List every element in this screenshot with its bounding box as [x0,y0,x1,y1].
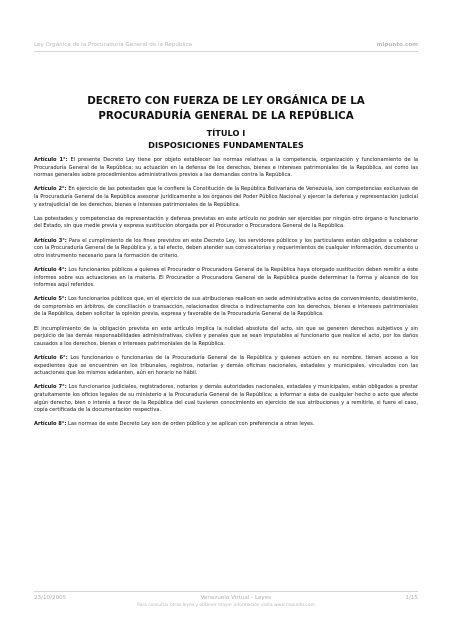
footer-page-number: 1/15 [405,595,418,601]
paragraph-art-5 [34,296,418,319]
paragraph-art-1 [34,157,418,180]
paragraph-art-2-continued [34,216,418,231]
footer-note: Para consultar otras leyes y obtener mayor información visita www.mipunto.com [137,603,315,608]
article-text: Los funcionarios públicos que, en el ejercicio de sus atribuciones realicen en sede administrativa actos de convenimiento, desistimiento, de compromiso en árbitros, de conciliación o transacción, relacionados directa o indirectamente con los derechos, bienes e intereses patrimoniales de la República, deben solicitar la opinión previa, expresa y favorable de la Procuraduría General de la República. [34,296,418,318]
article-label: Artículo 2°: [34,186,67,193]
paragraph-art-5-continued [34,326,418,349]
paragraph-art-3 [34,238,418,261]
paragraph-art-2 [34,186,418,209]
article-text: Las potestades y competencias de representación y defensa previstas en este artículo no podrán ser ejercidas por ningún otro órgano o funcionario del Estado, sin que medie previa y expresa sustitución otorgada por el Procurador o Procuradora General de la República. [34,215,418,230]
section-number: TÍTULO I [206,128,246,138]
article-label: Artículo 1°: [34,157,68,163]
paragraph-art-7 [34,384,418,414]
article-label: Artículo 3°: [34,237,67,244]
document-body [34,157,418,436]
article-text: Los funcionarios o funcionarias de la Procuraduría General de la República y quienes actúen en su nombre, tienen acceso a los expedientes que se encuentren en los tribunales, registros, notarías y demás oficinas nacionales, estadales y municipales, vinculados con las actuaciones que los mismos adelanten, aún en horario no hábil. [34,355,418,377]
article-text: Las normas de este Decreto Ley son de orden público y se aplican con preferencia a otras leyes. [66,421,315,428]
article-label: Artículo 4°: [34,266,67,273]
article-label: Artículo 7°: [34,384,67,391]
article-text: El incumplimiento de la obligación prevista en este artículo implica la nulidad absoluta del acto, sin que se generen derechos subjetivos y sin perjuicio de las demás responsabilidades administrativas, civiles y penales que se sean imputables al funcionario que realice el acto, por los daños causados a los derechos, bienes o intereses patrimoniales de la República. [34,325,418,347]
article-text: El presente Decreto Ley tiene por objeto establecer las normas relativas a la competencia, organización y funcionamiento de la Procuraduría General de la República; su actuación en la defensa de los derechos, bienes e intereses patrimoniales de la República, así como las normas generales sobre procedimientos administrativos previos a las demandas contra la República. [34,157,418,179]
running-header [34,42,418,52]
running-footer [34,591,418,601]
footer-source: Venezuela Virtual - Leyes [200,595,272,601]
header-site-link[interactable]: mipunto.com [376,42,418,48]
section-title: DISPOSICIONES FUNDAMENTALES [148,139,304,150]
article-label: Artículo 8°: [34,421,67,428]
footer-date: 23/10/2005 [34,595,67,601]
paragraph-art-8 [34,421,418,429]
article-text: Para el cumplimiento de los fines previstos en este Decreto Ley, los servidores públicos y los particulares están obligados a colaborar con la Procuraduría General de la República y, a tal efecto, deben atender sus convocatorias y requerimientos de cualquier información, documento u otro instrumento necesario para la formación de criterio. [34,237,418,259]
header-law-title: Ley Orgánica de la Procuraduría General de la República [34,42,193,48]
paragraph-art-6 [34,355,418,378]
paragraph-art-4 [34,267,418,290]
article-label: Artículo 5°: [34,296,67,303]
article-text: Los funcionarios judiciales, registradores, notarios y demás autoridades nacionales, estadales y municipales, están obligados a prestar gratuitamente los oficios legales de su ministerio a la Procuraduría General de la República; a informar a ésta de cualquier hecho o acto que afecte algún derecho, bien o interés a favor de la República del cual tuvieren conocimiento en ejercicio de sus atribuciones y a remitirle, si fuere el caso, copia certificada de la documentación respectiva. [34,384,418,414]
article-text: Los funcionarios públicos a quienes el Procurador o Procuradora General de la República haya otorgado sustitución deben remitir a éste informes sobre sus actuaciones en la materia. El Procurador o Procuradora General de la República puede determinar la forma y alcance de los informes aquí referidos. [34,266,419,289]
article-text: En ejercicio de las potestades que le confiere la Constitución de la República Bolivariana de Venezuela, son competencias exclusivas de la Procuraduría General de la República asesorar jurídicamente a los órganos del Poder Público Nacional y ejercer la defensa y representación judicial y extrajudicial de los derechos, bienes e intereses patrimoniales de la República. [34,186,418,208]
document-title: DECRETO CON FUERZA DE LEY ORGÁNICA DE LA PROCURADURÍA GENERAL DE LA REPÚBLICA [87,95,365,122]
section-heading [44,128,408,151]
article-label: Artículo 6°: [34,355,68,362]
